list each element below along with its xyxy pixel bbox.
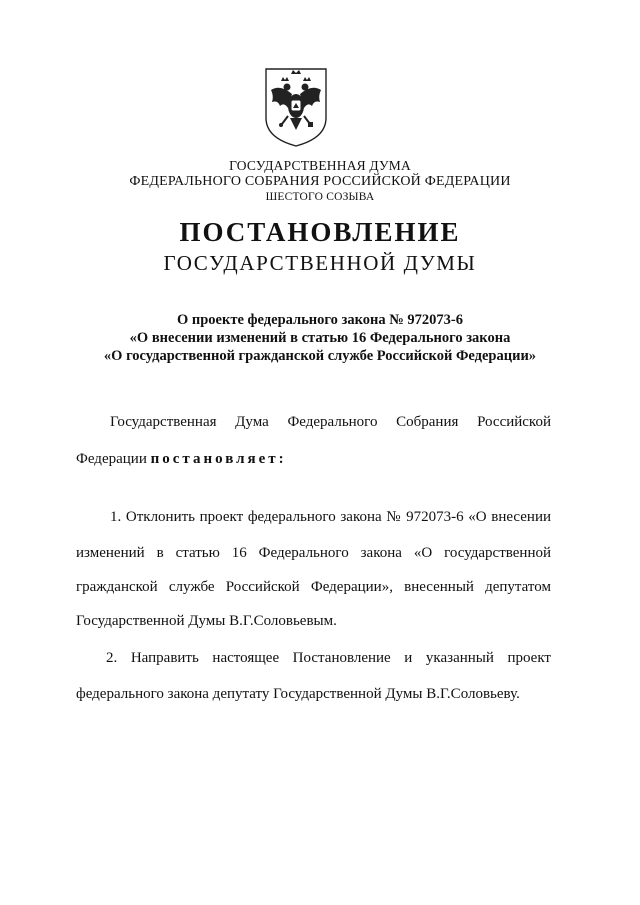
paragraph-1-line-2: изменений в статью 16 Федерального закона «О государственной	[76, 545, 551, 561]
header-convocation: ШЕСТОГО СОЗЫВА	[265, 191, 375, 203]
intro-federation: Федерации	[76, 451, 151, 467]
document-title: ПОСТАНОВЛЕНИЕ	[179, 217, 461, 247]
paragraph-1-line-4: Государственной Думы В.Г.Соловьевым.	[76, 613, 337, 629]
paragraph-1-line-3: гражданской службе Российской Федерации», внесенный депутатом	[76, 579, 551, 595]
intro-line-1: Государственная Дума Федерального Собрания Российской	[110, 414, 551, 430]
intro-resolves: постановляет:	[150, 451, 287, 467]
bill-title-line-1: О проекте федерального закона № 972073-6	[176, 312, 464, 328]
bill-title-line-2: «О внесении изменений в статью 16 Федерального закона	[129, 330, 511, 346]
paragraph-1-line-1: 1. Отклонить проект федерального закона № 972073-6 «О внесении	[110, 509, 551, 525]
bill-title-line-3: «О государственной гражданской службе Российской Федерации»	[103, 348, 537, 364]
coat-of-arms-emblem-icon	[262, 66, 330, 148]
paragraph-2-line-2: федерального закона депутату Государственной Думы В.Г.Соловьеву.	[76, 686, 520, 702]
header-assembly: ФЕДЕРАЛЬНОГО СОБРАНИЯ РОССИЙСКОЙ ФЕДЕРАЦИИ	[129, 174, 511, 189]
paragraph-2-line-1: 2. Направить настоящее Постановление и указанный проект	[106, 650, 551, 666]
header-organization: ГОСУДАРСТВЕННАЯ ДУМА	[229, 158, 411, 173]
document-subtitle: ГОСУДАРСТВЕННОЙ ДУМЫ	[163, 251, 477, 275]
intro-line-2	[76, 451, 551, 468]
